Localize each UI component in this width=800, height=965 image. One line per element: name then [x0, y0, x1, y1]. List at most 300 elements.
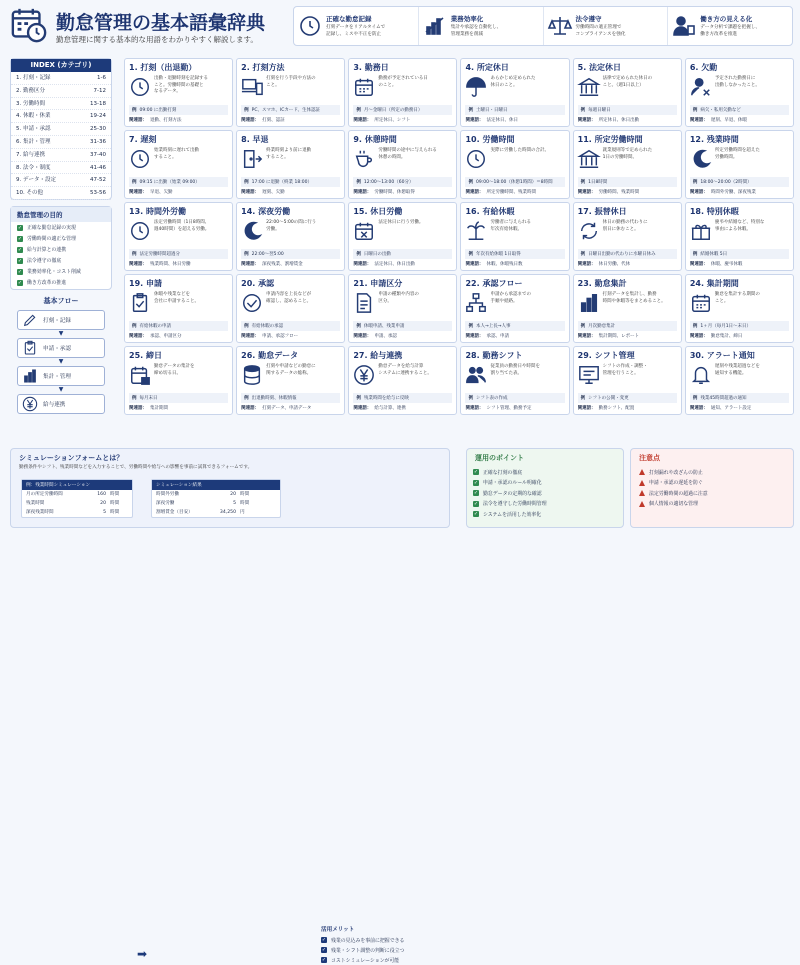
example-label: 例	[132, 108, 137, 113]
index-item[interactable]	[11, 149, 111, 162]
term-desc: 勤務が予定されている日	[378, 76, 428, 81]
bell-icon	[690, 364, 712, 386]
index-item[interactable]	[11, 72, 111, 85]
example-text: 月〜金曜日（所定の勤務日）	[363, 108, 423, 113]
term-card[interactable]	[236, 274, 345, 343]
term-desc: 会社に申請すること。	[154, 298, 199, 304]
check-icon: ✓	[17, 279, 23, 286]
person-chart-icon	[672, 14, 696, 38]
term-example	[578, 177, 677, 187]
example-label: 例	[580, 324, 586, 329]
term-title: 11. 所定労働時間	[577, 135, 643, 144]
example-label: 例	[468, 108, 473, 113]
flow-step	[17, 338, 105, 358]
term-example	[241, 393, 340, 403]
term-desc: 出勤・退勤時刻を記録する	[154, 76, 208, 81]
term-card[interactable]	[460, 58, 569, 127]
term-related	[578, 405, 677, 411]
term-card[interactable]	[685, 130, 794, 199]
term-card[interactable]	[460, 274, 569, 343]
index-item[interactable]	[11, 174, 111, 187]
example-label: 例	[132, 324, 137, 329]
index-item[interactable]	[11, 162, 111, 175]
related-label: 関連語：	[129, 334, 147, 339]
example-label: 例	[356, 180, 361, 185]
term-related	[690, 117, 789, 123]
point-item	[467, 488, 623, 499]
note-label: 個人情報の適切な管理	[649, 501, 698, 508]
term-card[interactable]	[236, 130, 345, 199]
clock-icon	[129, 220, 151, 242]
example-text: 1ヶ月（毎月1日〜末日）	[700, 324, 752, 329]
check-icon: ✓	[17, 224, 23, 231]
related-text: 残業時間、休日労働	[150, 262, 191, 267]
term-example	[690, 177, 789, 187]
index-label: 9. データ・設定	[16, 177, 56, 184]
example-text: 結婚休暇 5日	[700, 252, 728, 257]
feature-desc: 働き方改革を推進	[700, 31, 738, 37]
feature-item	[668, 7, 792, 45]
note-item	[631, 499, 793, 510]
related-text: 法定休日、休日出勤	[374, 262, 415, 267]
term-example	[690, 249, 789, 259]
person-x-icon	[690, 76, 712, 98]
related-label: 関連語：	[465, 262, 484, 267]
palm-icon	[465, 220, 487, 242]
index-item[interactable]	[11, 85, 111, 98]
feature-bar	[293, 6, 793, 46]
term-related	[353, 189, 452, 195]
scale-icon	[548, 14, 572, 38]
points-panel	[466, 448, 624, 528]
flow-title: 基本フロー	[43, 297, 79, 305]
term-desc: 法定休日に行う労働。	[378, 220, 424, 225]
term-card[interactable]	[236, 58, 345, 127]
related-label: 関連語：	[241, 334, 260, 339]
related-label: 関連語：	[689, 406, 708, 411]
flow-step-label: 打刻・記録	[43, 318, 71, 324]
check-icon: ✓	[473, 511, 479, 518]
example-text: 09:00 に出勤打刻	[139, 108, 177, 113]
example-text: 1日8時間	[588, 180, 608, 185]
example-label: 例	[692, 324, 698, 329]
term-card[interactable]	[124, 202, 233, 271]
check-icon: ✓	[17, 257, 23, 264]
related-text: 労働時間、残業時間	[598, 190, 640, 195]
related-label: 関連語：	[353, 190, 372, 195]
feature-desc: 集計や承認を自動化し、	[450, 25, 502, 31]
term-example	[465, 177, 564, 187]
term-title: 13. 時間外労働	[129, 207, 186, 216]
term-card[interactable]	[685, 346, 794, 415]
arrow-right-icon: ➡	[137, 947, 148, 961]
term-related	[241, 405, 340, 411]
clipboard-icon	[129, 292, 151, 314]
simulation-input-table	[21, 479, 133, 518]
point-item	[467, 467, 623, 478]
point-item	[467, 499, 623, 510]
example-label: 例	[468, 396, 473, 401]
example-label: 例	[244, 396, 249, 401]
term-title: 6. 欠勤	[689, 63, 718, 72]
related-label: 関連語：	[689, 118, 708, 123]
term-example	[241, 177, 340, 187]
flow-step	[17, 366, 105, 386]
index-range: 19-24	[90, 113, 106, 120]
term-related	[465, 117, 564, 123]
point-item	[467, 509, 623, 520]
note-label: 打刻漏れや改ざんの防止	[649, 469, 703, 476]
term-card[interactable]	[236, 202, 345, 271]
term-example	[690, 393, 789, 403]
term-related	[129, 333, 228, 339]
purpose-panel	[10, 206, 112, 290]
term-desc: 週40時間）を超える労働。	[154, 226, 210, 232]
term-example	[241, 249, 340, 259]
sim-unit: 時間	[240, 492, 250, 497]
feature-title: 業務効率化	[450, 15, 484, 24]
term-related	[129, 405, 228, 411]
term-related	[465, 333, 564, 339]
flow-step-label: 給与連携	[43, 402, 66, 408]
related-text: 法定休日、休日	[486, 118, 518, 123]
sim-label: 割増賃金（目安）	[156, 510, 193, 515]
example-text: 年次有給休暇 1日取得	[475, 252, 521, 257]
notes-panel	[630, 448, 794, 528]
term-desc: 年次有給休暇。	[490, 226, 522, 232]
term-example	[353, 105, 452, 115]
check-icon: ✓	[321, 947, 327, 953]
term-card[interactable]	[348, 58, 457, 127]
term-desc: すること。	[154, 154, 177, 160]
feature-desc: 労働時間の適正管理で	[575, 25, 622, 31]
check-circle-icon	[241, 292, 263, 314]
term-card[interactable]	[124, 130, 233, 199]
term-desc: 割り当てた表。	[490, 370, 522, 376]
term-desc: 勤怠を集計する期間の	[714, 292, 760, 297]
related-text: 早退、欠勤	[150, 190, 173, 195]
doc-icon	[353, 292, 375, 314]
term-card[interactable]	[124, 58, 233, 127]
related-label: 関連語：	[241, 406, 260, 411]
gift-icon	[690, 220, 712, 242]
example-label: 例	[132, 180, 137, 185]
term-card[interactable]	[573, 58, 682, 127]
index-range: 1-6	[97, 75, 106, 81]
term-example	[129, 177, 228, 187]
index-label: 2. 勤務区分	[16, 87, 45, 94]
sim-value[interactable]: 5	[103, 510, 106, 515]
check-icon: ✓	[17, 268, 23, 275]
check-icon: ✓	[473, 500, 479, 507]
example-text: 18:00〜20:00（2時間）	[700, 180, 752, 185]
merit-item	[321, 945, 404, 955]
result-table-title: シミュレーション結果	[152, 480, 280, 490]
door-icon	[241, 148, 263, 170]
term-desc: 申請から承認までの	[490, 292, 531, 297]
flow-step-label: 集計・管理	[43, 374, 71, 380]
sim-value[interactable]: 160	[97, 492, 106, 497]
term-card[interactable]	[348, 130, 457, 199]
term-desc: 申請の種類や内容の	[378, 292, 419, 297]
term-card[interactable]	[573, 274, 682, 343]
warning-icon	[639, 501, 645, 507]
term-related	[129, 261, 228, 267]
sim-row	[22, 508, 132, 517]
term-example	[690, 105, 789, 115]
related-label: 関連語：	[353, 262, 372, 267]
term-desc: 労働者に与えられる	[490, 220, 531, 225]
index-item[interactable]	[11, 123, 111, 136]
index-item[interactable]	[11, 110, 111, 123]
feature-item	[419, 7, 544, 45]
purpose-item	[11, 266, 111, 277]
term-related	[241, 189, 340, 195]
merit-label: コストシミュレーションが可能	[331, 957, 400, 964]
term-related	[353, 261, 452, 267]
purpose-item	[11, 244, 111, 255]
purpose-label: 給与計算との連携	[27, 247, 67, 253]
arrow-down-icon: ▼	[58, 386, 64, 393]
term-card[interactable]	[124, 274, 233, 343]
check-icon: ✓	[17, 235, 23, 242]
example-label: 例	[692, 396, 698, 401]
term-desc: 手順や経路。	[490, 298, 518, 304]
example-label: 例	[468, 324, 473, 329]
example-text: 17:00 に退勤（終業 18:00）	[251, 180, 312, 185]
term-desc: こと。労働時間の基礎と	[154, 82, 204, 88]
term-related	[353, 117, 452, 123]
related-text: 打刻データ、申請データ	[262, 406, 312, 411]
term-card[interactable]	[460, 202, 569, 271]
term-card[interactable]	[124, 346, 233, 415]
term-example	[353, 393, 452, 403]
term-example	[465, 393, 564, 403]
term-card[interactable]	[460, 346, 569, 415]
example-label: 例	[132, 252, 137, 257]
sim-value[interactable]: 20	[100, 501, 106, 506]
sim-label: 時間外労働	[156, 492, 179, 497]
term-example	[241, 321, 340, 331]
check-icon: ✓	[473, 490, 479, 497]
related-label: 関連語：	[241, 190, 260, 195]
index-label: 8. 法令・制度	[16, 164, 51, 171]
term-example	[353, 177, 452, 187]
point-label: システムを活用した効率化	[483, 511, 542, 518]
database-icon	[241, 364, 263, 386]
related-label: 関連語：	[689, 334, 708, 339]
index-range: 47-52	[90, 177, 106, 184]
related-label: 関連語：	[129, 262, 147, 267]
moon-icon	[690, 148, 712, 170]
term-card[interactable]	[348, 274, 457, 343]
moon-icon	[241, 220, 263, 242]
term-related	[578, 261, 677, 267]
index-range: 13-18	[90, 100, 106, 107]
merit-title: 活用メリット	[321, 927, 355, 933]
term-desc: 法律で定められた休日の	[602, 76, 653, 81]
term-related	[465, 405, 564, 411]
example-text: 毎月末日	[139, 396, 158, 401]
term-card[interactable]	[348, 202, 457, 271]
related-text: 打刻、認証	[262, 118, 285, 123]
term-example	[129, 393, 228, 403]
example-label: 例	[468, 180, 473, 185]
term-title: 24. 集計期間	[689, 279, 739, 288]
sim-row	[22, 490, 132, 499]
purpose-label: 労働時間の適正な管理	[27, 236, 76, 242]
example-label: 例	[356, 108, 361, 113]
related-label: 関連語：	[465, 406, 484, 411]
example-text: シフトの公開・変更	[588, 396, 629, 401]
points-title: 運用のポイント	[475, 454, 524, 462]
input-table-title: 例：残業時間シミュレーション	[22, 480, 132, 490]
index-label: 5. 申請・承認	[16, 126, 51, 133]
term-example	[241, 105, 340, 115]
related-text: 申請、承認フロー	[262, 334, 299, 339]
monitor-icon	[578, 364, 600, 386]
calendar-clock-icon	[10, 6, 48, 44]
warning-icon	[639, 469, 645, 475]
example-text: 月次勤怠集計	[588, 324, 616, 329]
flow-panel	[10, 296, 112, 440]
sim-row	[152, 508, 280, 517]
index-item[interactable]	[11, 136, 111, 149]
term-example	[578, 249, 677, 259]
example-text: 09:00〜18:00（休憩1時間）＝8時間	[475, 180, 553, 185]
term-title: 14. 深夜労働	[241, 207, 291, 216]
term-card[interactable]	[573, 202, 682, 271]
related-text: 休暇、休暇残日数	[486, 262, 523, 267]
sim-label: 深夜労働	[156, 501, 175, 506]
term-desc: シフトの作成・調整・	[602, 364, 648, 369]
warning-icon	[639, 480, 645, 486]
term-title: 30. アラート通知	[689, 351, 755, 360]
page-subtitle: 勤怠管理に関する基本的な用語をわかりやすく解説します。	[56, 35, 258, 44]
check-icon: ✓	[321, 957, 327, 963]
example-label: 例	[580, 180, 586, 185]
example-text: 日曜日の出勤	[363, 252, 391, 257]
term-desc: 労働時間の途中に与えられる	[378, 148, 437, 153]
term-example	[353, 321, 452, 331]
term-desc: 勤怠データの集計を	[154, 364, 195, 369]
term-desc: すること。	[266, 154, 289, 160]
term-card[interactable]	[685, 58, 794, 127]
term-desc: 始業時刻に遅れて出勤	[154, 148, 199, 153]
related-label: 関連語：	[241, 118, 260, 123]
clock-icon	[129, 148, 151, 170]
purpose-item	[11, 277, 111, 288]
index-item[interactable]	[11, 98, 111, 111]
calendar-x-icon	[353, 220, 375, 242]
term-desc: 1日の労働時間。	[602, 154, 638, 160]
index-range: 25-30	[90, 126, 106, 133]
term-title: 10. 労働時間	[465, 135, 515, 144]
example-label: 例	[244, 324, 249, 329]
related-label: 関連語：	[129, 406, 147, 411]
related-text: 給与計算、連携	[374, 406, 406, 411]
example-label: 例	[580, 252, 586, 257]
sim-label: 残業時間	[26, 501, 45, 506]
term-example	[578, 321, 677, 331]
related-label: 関連語：	[129, 118, 147, 123]
check-icon: ✓	[473, 479, 479, 486]
term-title: 23. 勤怠集計	[577, 279, 627, 288]
term-card[interactable]	[685, 274, 794, 343]
example-label: 例	[356, 324, 361, 329]
term-title: 19. 申請	[129, 279, 162, 288]
term-title: 26. 勤怠データ	[241, 351, 299, 360]
term-desc: 所定労働時間を超えた	[714, 148, 760, 153]
sim-unit: 時間	[110, 501, 120, 506]
arrow-down-icon: ▼	[58, 358, 64, 365]
example-label: 例	[580, 108, 586, 113]
term-title: 18. 特別休暇	[689, 207, 739, 216]
clipboard-icon	[22, 340, 38, 356]
term-related	[241, 261, 340, 267]
term-desc: 就業規則等で定められた	[602, 148, 653, 153]
sim-value[interactable]: 5	[233, 501, 236, 506]
term-desc: 予定された勤務日に	[714, 76, 756, 81]
related-text: 申請、承認	[374, 334, 397, 339]
term-desc: 遅刻や残業超過などを	[714, 364, 760, 369]
page-title: 勤怠管理の基本語彙辞典	[56, 12, 266, 34]
related-text: 休日労働、代休	[598, 262, 631, 267]
term-card[interactable]	[685, 202, 794, 271]
term-card[interactable]	[573, 346, 682, 415]
index-label: 3. 労働時間	[16, 100, 45, 107]
term-title: 25. 締日	[129, 351, 162, 360]
merit-item	[321, 955, 404, 965]
purpose-label: 正確な勤怠記録の実現	[27, 225, 76, 231]
term-desc: 休暇や残業などを	[154, 292, 190, 297]
term-card[interactable]	[573, 130, 682, 199]
term-example	[690, 321, 789, 331]
sim-value[interactable]: 20	[230, 492, 236, 497]
term-desc: 時間や休暇等をまとめること。	[602, 298, 666, 304]
term-example	[129, 321, 228, 331]
example-text: 土曜日・日曜日	[475, 108, 508, 113]
term-card[interactable]	[460, 130, 569, 199]
note-label: 申請・承認の遅延を防ぐ	[649, 480, 703, 487]
related-text: 勤務シフト、配置	[598, 406, 635, 411]
calendar-icon	[353, 76, 375, 98]
yen-icon	[22, 396, 38, 412]
sim-label: 月の所定労働時間	[26, 492, 63, 497]
term-example	[578, 105, 677, 115]
example-text: 残業45時間超過の通知	[700, 396, 747, 401]
sim-value[interactable]: 34,250	[219, 510, 236, 515]
term-title: 8. 早退	[241, 135, 269, 144]
term-card[interactable]	[236, 346, 345, 415]
clock-icon	[298, 14, 322, 38]
check-icon: ✓	[321, 937, 327, 943]
example-label: 例	[580, 396, 586, 401]
term-card[interactable]	[348, 346, 457, 415]
related-text: 所定労働時間、残業時間	[486, 190, 536, 195]
term-desc: 出勤しなかったこと。	[714, 82, 760, 88]
index-label: 10. その他	[16, 190, 43, 197]
term-desc: 区分。	[378, 298, 392, 304]
related-text: 通知、アラート設定	[710, 406, 752, 411]
term-title: 16. 有給休暇	[465, 207, 515, 216]
example-label: 例	[356, 396, 361, 401]
term-desc: 確認し、認めること。	[266, 298, 312, 304]
term-desc: 休憩の時間。	[378, 154, 406, 160]
index-item[interactable]	[11, 187, 111, 200]
index-range: 53-56	[90, 190, 106, 197]
simulation-result-table	[151, 479, 281, 518]
